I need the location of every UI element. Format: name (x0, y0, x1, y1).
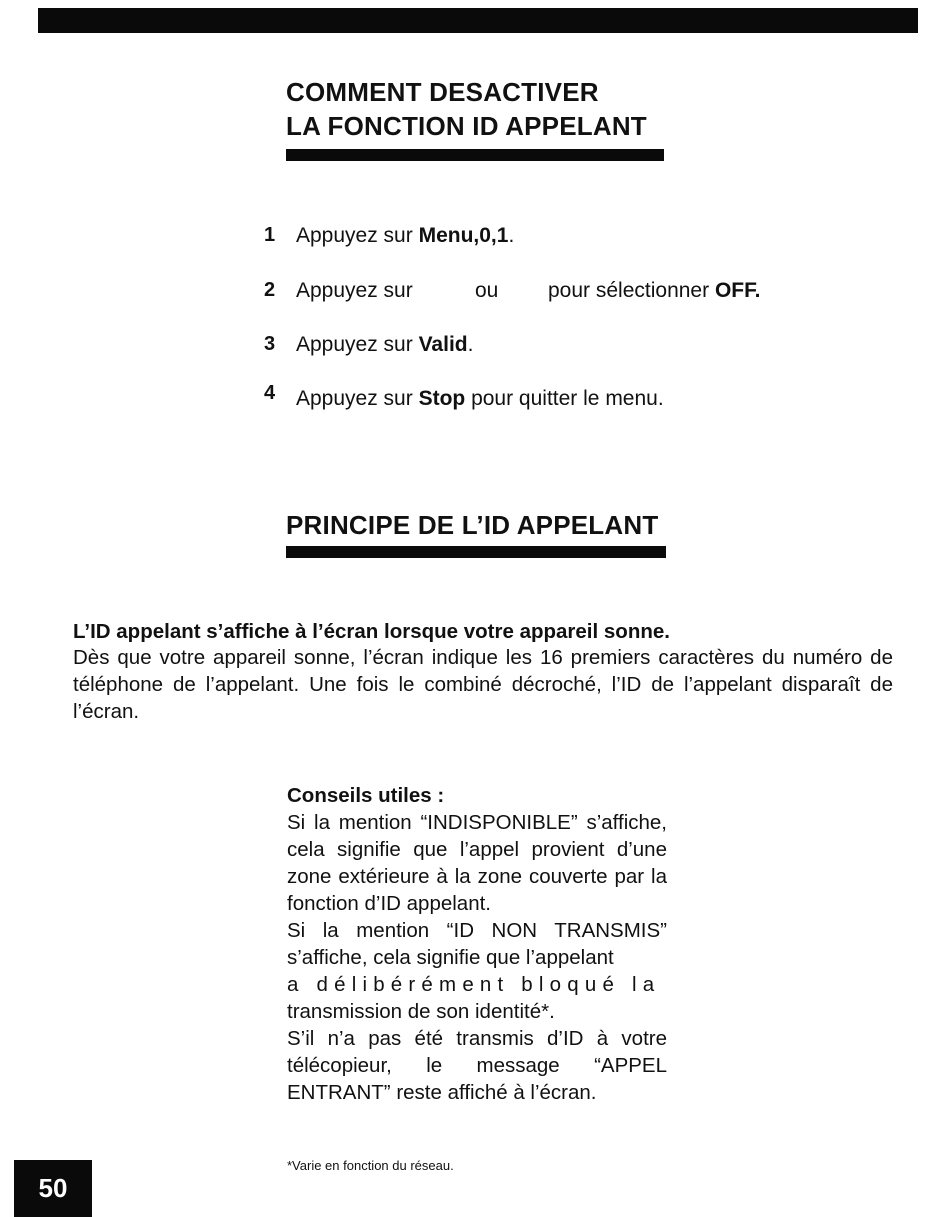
tip-paragraph-2c: transmission de son identité*. (287, 1000, 555, 1023)
step-text-end: . (467, 333, 474, 356)
page-number: 50 (14, 1160, 92, 1217)
step-text-or: ou (475, 279, 499, 302)
step-text-end: pour quitter le menu. (465, 387, 664, 410)
lead-sentence: L’ID appelant s’affiche à l’écran lorsque votre appareil sonne. (73, 620, 670, 643)
step-text: Appuyez sur (296, 333, 419, 356)
tips-block (287, 809, 667, 1106)
body-paragraph: Dès que votre appareil sonne, l’écran indique les 16 premiers caractères du numéro de téléphone de l’appelant. Une fois le combiné décroché, l’ID de l’appelant disparaît de l’écran. (73, 646, 893, 723)
section2-underline (286, 546, 666, 558)
title-underline (286, 149, 664, 161)
top-banner (38, 8, 918, 33)
section2-title: PRINCIPE DE L’ID APPELANT (286, 510, 659, 540)
section-title-line2: LA FONCTION ID APPELANT (286, 111, 647, 141)
tip-paragraph-2a: Si la mention “ID NON TRANSMIS” s’affiche, cela signifie que l’appelant (287, 919, 667, 969)
tip-paragraph-2b: a délibérément bloqué la (287, 973, 661, 996)
step-number: 4 (264, 382, 276, 404)
step-key: OFF. (714, 279, 761, 302)
step-number: 3 (264, 333, 276, 355)
step-text: Appuyez sur (296, 279, 413, 302)
step-text: Appuyez sur (296, 224, 419, 247)
step-text: Appuyez sur (296, 387, 419, 410)
step-key: Valid (418, 333, 468, 356)
tip-paragraph-1: Si la mention “INDISPONIBLE” s’affiche, cela signifie que l’appel provient d’une zone extérieure à la zone couverte par la fonction d’ID appelant. (287, 811, 667, 915)
tip-paragraph-3: S’il n’a pas été transmis d’ID à votre télécopieur, le message “APPEL ENTRANT” reste affiché à l’écran. (287, 1027, 667, 1104)
tips-title: Conseils utiles : (287, 784, 445, 807)
step-key: Menu,0,1 (418, 224, 509, 247)
section-title-line1: COMMENT DESACTIVER (286, 77, 599, 107)
step-number: 2 (264, 279, 276, 301)
step-text-end: pour sélectionner (548, 279, 715, 302)
step-text-end: . (508, 224, 515, 247)
step-key: Stop (418, 387, 466, 410)
step-number: 1 (264, 224, 276, 246)
footnote: *Varie en fonction du réseau. (287, 1158, 454, 1173)
